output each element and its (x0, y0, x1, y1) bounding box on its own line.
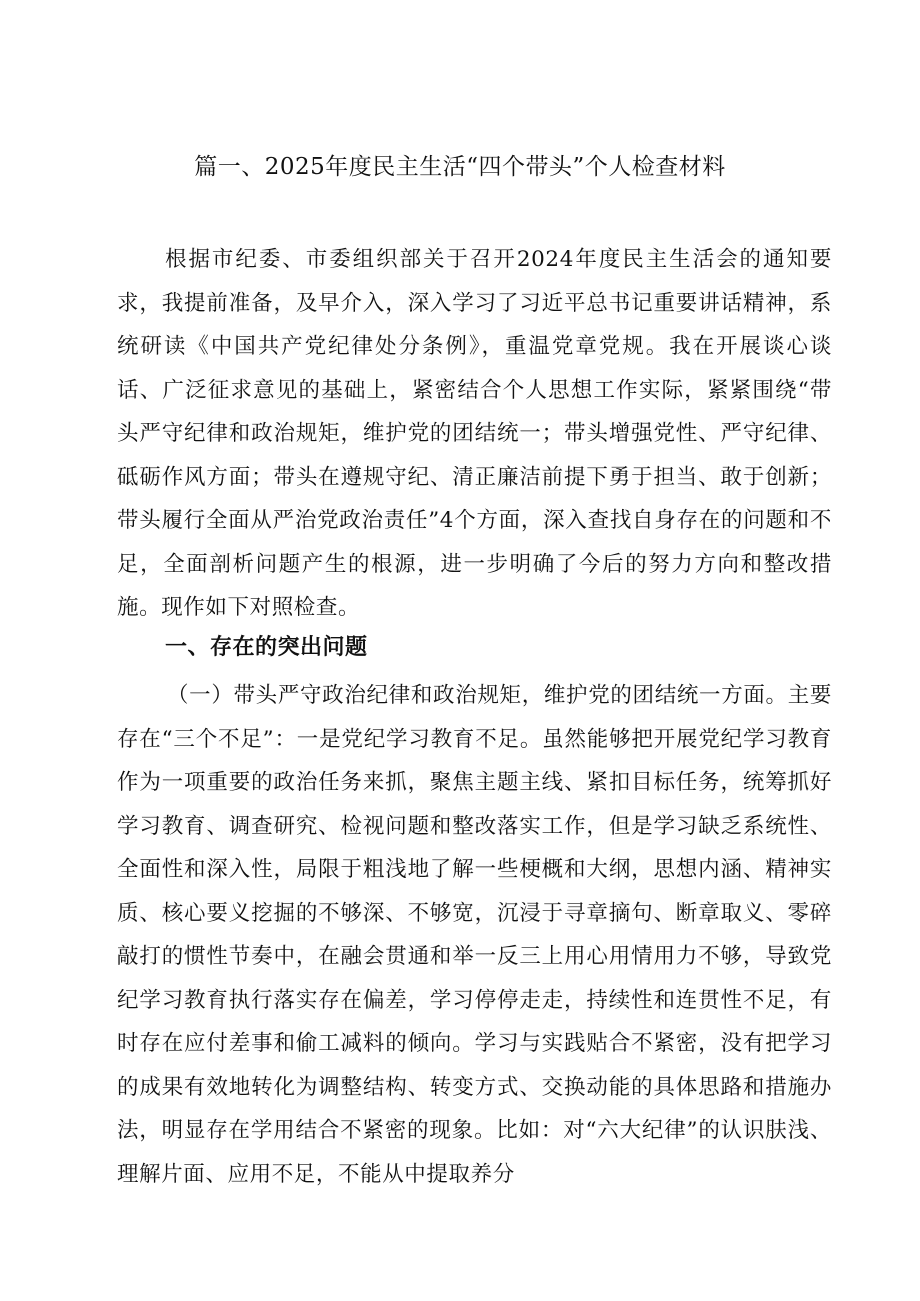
document-title: 篇一、2025年度民主生活“四个带头”个人检查材料 (194, 154, 726, 180)
section-paragraph: （一）带头严守政治纪律和政治规矩，维护党的团结统一方面。主要存在“三个不足”：一是党纪学习教育不足。虽然能够把开展党纪学习教育作为一项重要的政治任务来抓，聚焦主题主线、紧扣目标任务，统筹抓好学习教育、调查研究、检视问题和整改落实工作，但是学习缺乏系统性、全面性和深入性，局限于粗浅地了解一些梗概和大纲，思想内涵、精神实质、核心要义挖掘的不够深、不够宽，沉浸于寻章摘句、断章取义、零碎敲打的惯性节奏中，在融会贯通和举一反三上用心用情用力不够，导致党纪学习教育执行落实存在偏差，学习停停走走，持续性和连贯性不足，有时存在应付差事和偷工减料的倾向。学习与实践贴合不紧密，没有把学习的成果有效地转化为调整结构、转变方式、交换动能的具体思路和措施办法，明显存在学用结合不紧密的现象。比如：对“六大纪律”的认识肤浅、理解片面、应用不足，不能从中提取养分 (117, 683, 832, 1187)
section-heading: 一、存在的突出问题 (165, 635, 368, 660)
intro-paragraph: 根据市纪委、市委组织部关于召开2024年度民主生活会的通知要求，我提前准备，及早介入，深入学习了习近平总书记重要讲话精神，系统研读《中国共产党纪律处分条例》，重温党章党规。我在开展谈心谈话、广泛征求意见的基础上，紧密结合个人思想工作实际，紧紧围绕“带头严守纪律和政治规矩，维护党的团结统一；带头增强党性、严守纪律、砥砺作风方面；带头在遵规守纪、清正廉洁前提下勇于担当、敢于创新；带头履行全面从严治党政治责任”4个方面，深入查找自身存在的问题和不足，全面剖析问题产生的根源，进一步明确了今后的努力方向和整改措施。现作如下对照检查。 (117, 247, 832, 620)
